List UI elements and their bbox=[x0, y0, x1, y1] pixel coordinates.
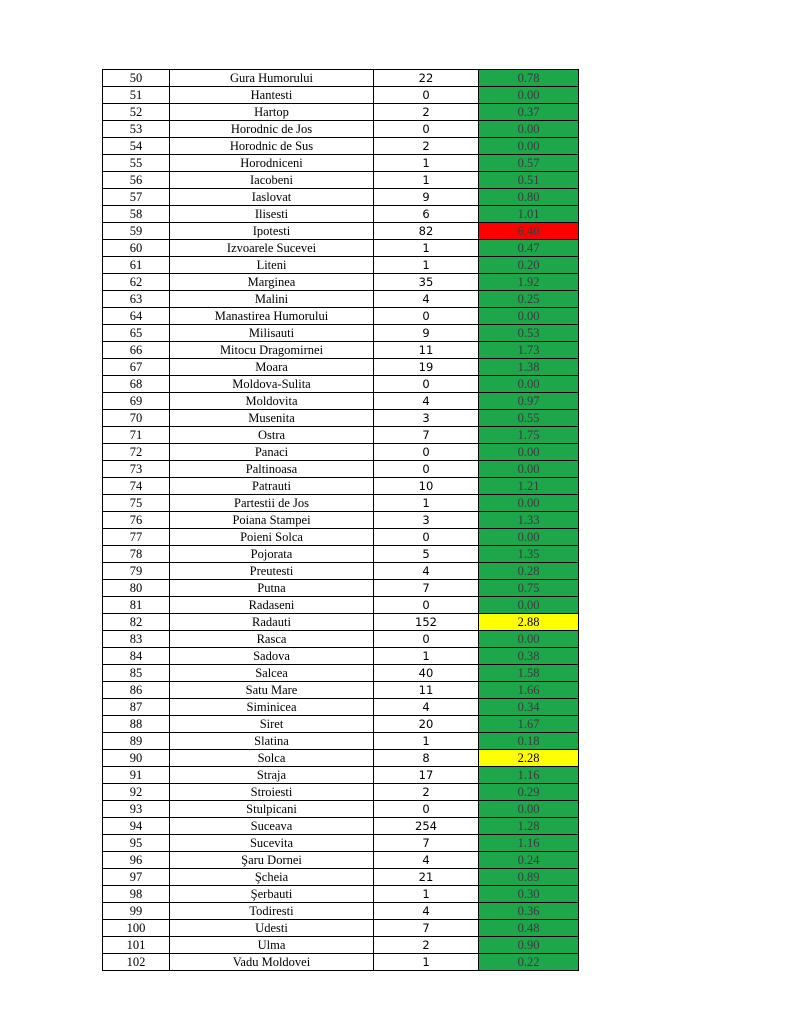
row-number-cell: 52 bbox=[103, 104, 170, 121]
case-count-cell: 10 bbox=[374, 478, 479, 495]
case-count-cell: 4 bbox=[374, 563, 479, 580]
case-count-cell: 4 bbox=[374, 903, 479, 920]
table-row bbox=[103, 274, 579, 291]
incidence-rate-cell: 0.24 bbox=[479, 852, 579, 869]
table-row bbox=[103, 835, 579, 852]
locality-name-cell: Marginea bbox=[170, 274, 374, 291]
table-row bbox=[103, 869, 579, 886]
row-number-cell: 65 bbox=[103, 325, 170, 342]
case-count-cell: 1 bbox=[374, 257, 479, 274]
table-row bbox=[103, 920, 579, 937]
row-number-cell: 63 bbox=[103, 291, 170, 308]
table-row bbox=[103, 223, 579, 240]
incidence-rate-cell: 1.67 bbox=[479, 716, 579, 733]
incidence-rate-cell: 0.00 bbox=[479, 461, 579, 478]
incidence-rate-cell: 1.28 bbox=[479, 818, 579, 835]
locality-name-cell: Horodniceni bbox=[170, 155, 374, 172]
table-row bbox=[103, 427, 579, 444]
locality-name-cell: Siret bbox=[170, 716, 374, 733]
incidence-rate-cell: 0.55 bbox=[479, 410, 579, 427]
locality-name-cell: Ostra bbox=[170, 427, 374, 444]
locality-name-cell: Moldova-Sulita bbox=[170, 376, 374, 393]
case-count-cell: 20 bbox=[374, 716, 479, 733]
row-number-cell: 60 bbox=[103, 240, 170, 257]
row-number-cell: 58 bbox=[103, 206, 170, 223]
table-row bbox=[103, 291, 579, 308]
case-count-cell: 0 bbox=[374, 376, 479, 393]
row-number-cell: 79 bbox=[103, 563, 170, 580]
locality-name-cell: Rasca bbox=[170, 631, 374, 648]
row-number-cell: 68 bbox=[103, 376, 170, 393]
locality-name-cell: Hantesti bbox=[170, 87, 374, 104]
table-row bbox=[103, 886, 579, 903]
locality-name-cell: Gura Humorului bbox=[170, 70, 374, 87]
incidence-rate-cell: 1.92 bbox=[479, 274, 579, 291]
row-number-cell: 86 bbox=[103, 682, 170, 699]
case-count-cell: 19 bbox=[374, 359, 479, 376]
case-count-cell: 6 bbox=[374, 206, 479, 223]
locality-name-cell: Stulpicani bbox=[170, 801, 374, 818]
table-row bbox=[103, 172, 579, 189]
case-count-cell: 3 bbox=[374, 512, 479, 529]
table-row bbox=[103, 87, 579, 104]
locality-name-cell: Ipotesti bbox=[170, 223, 374, 240]
locality-name-cell: Horodnic de Jos bbox=[170, 121, 374, 138]
table-row bbox=[103, 733, 579, 750]
incidence-rate-cell: 0.53 bbox=[479, 325, 579, 342]
row-number-cell: 51 bbox=[103, 87, 170, 104]
incidence-rate-cell: 0.47 bbox=[479, 240, 579, 257]
incidence-rate-cell: 0.00 bbox=[479, 495, 579, 512]
case-count-cell: 2 bbox=[374, 784, 479, 801]
table-row bbox=[103, 70, 579, 87]
row-number-cell: 56 bbox=[103, 172, 170, 189]
incidence-rate-cell: 1.16 bbox=[479, 767, 579, 784]
incidence-rate-cell: 0.75 bbox=[479, 580, 579, 597]
case-count-cell: 17 bbox=[374, 767, 479, 784]
row-number-cell: 69 bbox=[103, 393, 170, 410]
locality-name-cell: Şcheia bbox=[170, 869, 374, 886]
case-count-cell: 9 bbox=[374, 325, 479, 342]
incidence-rate-cell: 1.66 bbox=[479, 682, 579, 699]
locality-name-cell: Satu Mare bbox=[170, 682, 374, 699]
case-count-cell: 1 bbox=[374, 886, 479, 903]
incidence-rate-cell: 0.34 bbox=[479, 699, 579, 716]
locality-name-cell: Suceava bbox=[170, 818, 374, 835]
case-count-cell: 21 bbox=[374, 869, 479, 886]
row-number-cell: 77 bbox=[103, 529, 170, 546]
table-row bbox=[103, 240, 579, 257]
case-count-cell: 0 bbox=[374, 597, 479, 614]
table-row bbox=[103, 631, 579, 648]
incidence-rate-cell: 0.00 bbox=[479, 631, 579, 648]
incidence-rate-cell: 0.48 bbox=[479, 920, 579, 937]
table-row bbox=[103, 563, 579, 580]
table-row bbox=[103, 308, 579, 325]
case-count-cell: 0 bbox=[374, 461, 479, 478]
case-count-cell: 1 bbox=[374, 172, 479, 189]
row-number-cell: 50 bbox=[103, 70, 170, 87]
incidence-rate-cell: 0.00 bbox=[479, 801, 579, 818]
incidence-rate-cell: 0.80 bbox=[479, 189, 579, 206]
incidence-rate-cell: 0.30 bbox=[479, 886, 579, 903]
case-count-cell: 0 bbox=[374, 121, 479, 138]
row-number-cell: 102 bbox=[103, 954, 170, 971]
incidence-rate-cell: 0.00 bbox=[479, 444, 579, 461]
row-number-cell: 81 bbox=[103, 597, 170, 614]
locality-name-cell: Ulma bbox=[170, 937, 374, 954]
locality-name-cell: Liteni bbox=[170, 257, 374, 274]
incidence-rate-cell: 1.01 bbox=[479, 206, 579, 223]
incidence-rate-cell: 0.37 bbox=[479, 104, 579, 121]
locality-name-cell: Solca bbox=[170, 750, 374, 767]
locality-name-cell: Straja bbox=[170, 767, 374, 784]
locality-name-cell: Malini bbox=[170, 291, 374, 308]
incidence-rate-cell: 0.78 bbox=[479, 70, 579, 87]
locality-name-cell: Iacobeni bbox=[170, 172, 374, 189]
case-count-cell: 4 bbox=[374, 852, 479, 869]
incidence-rate-cell: 0.00 bbox=[479, 597, 579, 614]
case-count-cell: 8 bbox=[374, 750, 479, 767]
row-number-cell: 54 bbox=[103, 138, 170, 155]
table-row bbox=[103, 495, 579, 512]
locality-name-cell: Poiana Stampei bbox=[170, 512, 374, 529]
locality-name-cell: Poieni Solca bbox=[170, 529, 374, 546]
row-number-cell: 72 bbox=[103, 444, 170, 461]
table-row bbox=[103, 818, 579, 835]
row-number-cell: 70 bbox=[103, 410, 170, 427]
table-row bbox=[103, 206, 579, 223]
case-count-cell: 0 bbox=[374, 87, 479, 104]
row-number-cell: 95 bbox=[103, 835, 170, 852]
row-number-cell: 90 bbox=[103, 750, 170, 767]
locality-name-cell: Radauti bbox=[170, 614, 374, 631]
row-number-cell: 99 bbox=[103, 903, 170, 920]
row-number-cell: 66 bbox=[103, 342, 170, 359]
locality-name-cell: Preutesti bbox=[170, 563, 374, 580]
row-number-cell: 62 bbox=[103, 274, 170, 291]
incidence-rate-cell: 0.25 bbox=[479, 291, 579, 308]
case-count-cell: 1 bbox=[374, 240, 479, 257]
case-count-cell: 4 bbox=[374, 291, 479, 308]
incidence-rate-cell: 2.28 bbox=[479, 750, 579, 767]
case-count-cell: 82 bbox=[374, 223, 479, 240]
row-number-cell: 76 bbox=[103, 512, 170, 529]
row-number-cell: 85 bbox=[103, 665, 170, 682]
case-count-cell: 3 bbox=[374, 410, 479, 427]
incidence-rate-cell: 0.38 bbox=[479, 648, 579, 665]
table-row bbox=[103, 580, 579, 597]
row-number-cell: 71 bbox=[103, 427, 170, 444]
locality-name-cell: Udesti bbox=[170, 920, 374, 937]
table-row bbox=[103, 852, 579, 869]
row-number-cell: 87 bbox=[103, 699, 170, 716]
case-count-cell: 1 bbox=[374, 495, 479, 512]
table-row bbox=[103, 648, 579, 665]
case-count-cell: 0 bbox=[374, 631, 479, 648]
row-number-cell: 55 bbox=[103, 155, 170, 172]
incidence-rate-cell: 1.58 bbox=[479, 665, 579, 682]
locality-name-cell: Sadova bbox=[170, 648, 374, 665]
table-row bbox=[103, 461, 579, 478]
table-row bbox=[103, 138, 579, 155]
row-number-cell: 74 bbox=[103, 478, 170, 495]
locality-name-cell: Mitocu Dragomirnei bbox=[170, 342, 374, 359]
locality-name-cell: Panaci bbox=[170, 444, 374, 461]
table-row bbox=[103, 801, 579, 818]
case-count-cell: 0 bbox=[374, 444, 479, 461]
locality-name-cell: Şerbauti bbox=[170, 886, 374, 903]
case-count-cell: 152 bbox=[374, 614, 479, 631]
incidence-rate-cell: 0.97 bbox=[479, 393, 579, 410]
incidence-rate-cell: 0.18 bbox=[479, 733, 579, 750]
incidence-rate-cell: 0.89 bbox=[479, 869, 579, 886]
case-count-cell: 40 bbox=[374, 665, 479, 682]
table-row bbox=[103, 512, 579, 529]
table-row bbox=[103, 682, 579, 699]
incidence-rate-cell: 0.57 bbox=[479, 155, 579, 172]
table-row bbox=[103, 444, 579, 461]
locality-name-cell: Slatina bbox=[170, 733, 374, 750]
row-number-cell: 82 bbox=[103, 614, 170, 631]
table-row bbox=[103, 903, 579, 920]
incidence-rate-cell: 0.00 bbox=[479, 121, 579, 138]
row-number-cell: 93 bbox=[103, 801, 170, 818]
case-count-cell: 1 bbox=[374, 954, 479, 971]
incidence-rate-cell: 1.35 bbox=[479, 546, 579, 563]
locality-name-cell: Manastirea Humorului bbox=[170, 308, 374, 325]
row-number-cell: 89 bbox=[103, 733, 170, 750]
incidence-rate-cell: 1.33 bbox=[479, 512, 579, 529]
locality-name-cell: Partestii de Jos bbox=[170, 495, 374, 512]
case-count-cell: 0 bbox=[374, 308, 479, 325]
incidence-rate-cell: 0.28 bbox=[479, 563, 579, 580]
row-number-cell: 88 bbox=[103, 716, 170, 733]
row-number-cell: 96 bbox=[103, 852, 170, 869]
row-number-cell: 67 bbox=[103, 359, 170, 376]
case-count-cell: 35 bbox=[374, 274, 479, 291]
incidence-rate-cell: 0.29 bbox=[479, 784, 579, 801]
table-row bbox=[103, 954, 579, 971]
incidence-rate-cell: 0.00 bbox=[479, 376, 579, 393]
locality-name-cell: Horodnic de Sus bbox=[170, 138, 374, 155]
row-number-cell: 101 bbox=[103, 937, 170, 954]
locality-name-cell: Salcea bbox=[170, 665, 374, 682]
incidence-rate-cell: 0.36 bbox=[479, 903, 579, 920]
table-row bbox=[103, 121, 579, 138]
row-number-cell: 73 bbox=[103, 461, 170, 478]
table-row bbox=[103, 257, 579, 274]
case-count-cell: 1 bbox=[374, 733, 479, 750]
locality-rate-table bbox=[102, 69, 579, 971]
incidence-rate-cell: 2.88 bbox=[479, 614, 579, 631]
locality-name-cell: Iaslovat bbox=[170, 189, 374, 206]
case-count-cell: 7 bbox=[374, 835, 479, 852]
row-number-cell: 80 bbox=[103, 580, 170, 597]
incidence-rate-cell: 0.90 bbox=[479, 937, 579, 954]
table-row bbox=[103, 614, 579, 631]
locality-name-cell: Patrauti bbox=[170, 478, 374, 495]
incidence-rate-cell: 1.16 bbox=[479, 835, 579, 852]
table-row bbox=[103, 189, 579, 206]
table-row bbox=[103, 937, 579, 954]
locality-name-cell: Vadu Moldovei bbox=[170, 954, 374, 971]
locality-name-cell: Todiresti bbox=[170, 903, 374, 920]
case-count-cell: 11 bbox=[374, 342, 479, 359]
table-row bbox=[103, 325, 579, 342]
case-count-cell: 7 bbox=[374, 427, 479, 444]
table-row bbox=[103, 665, 579, 682]
row-number-cell: 84 bbox=[103, 648, 170, 665]
incidence-rate-cell: 6.40 bbox=[479, 223, 579, 240]
row-number-cell: 59 bbox=[103, 223, 170, 240]
incidence-rate-cell: 1.21 bbox=[479, 478, 579, 495]
locality-name-cell: Putna bbox=[170, 580, 374, 597]
row-number-cell: 64 bbox=[103, 308, 170, 325]
case-count-cell: 2 bbox=[374, 138, 479, 155]
incidence-rate-cell: 0.00 bbox=[479, 87, 579, 104]
case-count-cell: 4 bbox=[374, 699, 479, 716]
locality-name-cell: Izvoarele Sucevei bbox=[170, 240, 374, 257]
case-count-cell: 1 bbox=[374, 648, 479, 665]
table-row bbox=[103, 784, 579, 801]
table-row bbox=[103, 104, 579, 121]
locality-name-cell: Ilisesti bbox=[170, 206, 374, 223]
table-row bbox=[103, 750, 579, 767]
row-number-cell: 100 bbox=[103, 920, 170, 937]
incidence-rate-cell: 0.00 bbox=[479, 308, 579, 325]
row-number-cell: 92 bbox=[103, 784, 170, 801]
row-number-cell: 57 bbox=[103, 189, 170, 206]
case-count-cell: 7 bbox=[374, 920, 479, 937]
case-count-cell: 4 bbox=[374, 393, 479, 410]
locality-name-cell: Stroiesti bbox=[170, 784, 374, 801]
incidence-rate-cell: 0.00 bbox=[479, 529, 579, 546]
table-row bbox=[103, 767, 579, 784]
incidence-rate-cell: 1.75 bbox=[479, 427, 579, 444]
table-row bbox=[103, 410, 579, 427]
row-number-cell: 97 bbox=[103, 869, 170, 886]
locality-name-cell: Siminicea bbox=[170, 699, 374, 716]
table-row bbox=[103, 597, 579, 614]
table-row bbox=[103, 342, 579, 359]
locality-name-cell: Moara bbox=[170, 359, 374, 376]
row-number-cell: 83 bbox=[103, 631, 170, 648]
locality-name-cell: Radaseni bbox=[170, 597, 374, 614]
incidence-rate-cell: 0.00 bbox=[479, 138, 579, 155]
incidence-rate-cell: 1.73 bbox=[479, 342, 579, 359]
row-number-cell: 61 bbox=[103, 257, 170, 274]
case-count-cell: 11 bbox=[374, 682, 479, 699]
row-number-cell: 91 bbox=[103, 767, 170, 784]
incidence-rate-cell: 0.51 bbox=[479, 172, 579, 189]
table-row bbox=[103, 393, 579, 410]
case-count-cell: 2 bbox=[374, 104, 479, 121]
locality-name-cell: Moldovita bbox=[170, 393, 374, 410]
row-number-cell: 75 bbox=[103, 495, 170, 512]
table-row bbox=[103, 155, 579, 172]
table-row bbox=[103, 359, 579, 376]
locality-name-cell: Hartop bbox=[170, 104, 374, 121]
row-number-cell: 53 bbox=[103, 121, 170, 138]
table-row bbox=[103, 699, 579, 716]
locality-name-cell: Sucevita bbox=[170, 835, 374, 852]
row-number-cell: 94 bbox=[103, 818, 170, 835]
case-count-cell: 5 bbox=[374, 546, 479, 563]
case-count-cell: 22 bbox=[374, 70, 479, 87]
row-number-cell: 78 bbox=[103, 546, 170, 563]
row-number-cell: 98 bbox=[103, 886, 170, 903]
table-row bbox=[103, 376, 579, 393]
table-row bbox=[103, 478, 579, 495]
locality-name-cell: Pojorata bbox=[170, 546, 374, 563]
case-count-cell: 254 bbox=[374, 818, 479, 835]
locality-name-cell: Paltinoasa bbox=[170, 461, 374, 478]
table-row bbox=[103, 716, 579, 733]
locality-name-cell: Musenita bbox=[170, 410, 374, 427]
locality-name-cell: Milisauti bbox=[170, 325, 374, 342]
case-count-cell: 0 bbox=[374, 529, 479, 546]
case-count-cell: 9 bbox=[374, 189, 479, 206]
table-body bbox=[103, 70, 579, 971]
case-count-cell: 1 bbox=[374, 155, 479, 172]
case-count-cell: 0 bbox=[374, 801, 479, 818]
table-row bbox=[103, 529, 579, 546]
table-row bbox=[103, 546, 579, 563]
incidence-rate-cell: 1.38 bbox=[479, 359, 579, 376]
case-count-cell: 2 bbox=[374, 937, 479, 954]
locality-name-cell: Şaru Dornei bbox=[170, 852, 374, 869]
incidence-rate-cell: 0.20 bbox=[479, 257, 579, 274]
incidence-rate-cell: 0.22 bbox=[479, 954, 579, 971]
case-count-cell: 7 bbox=[374, 580, 479, 597]
